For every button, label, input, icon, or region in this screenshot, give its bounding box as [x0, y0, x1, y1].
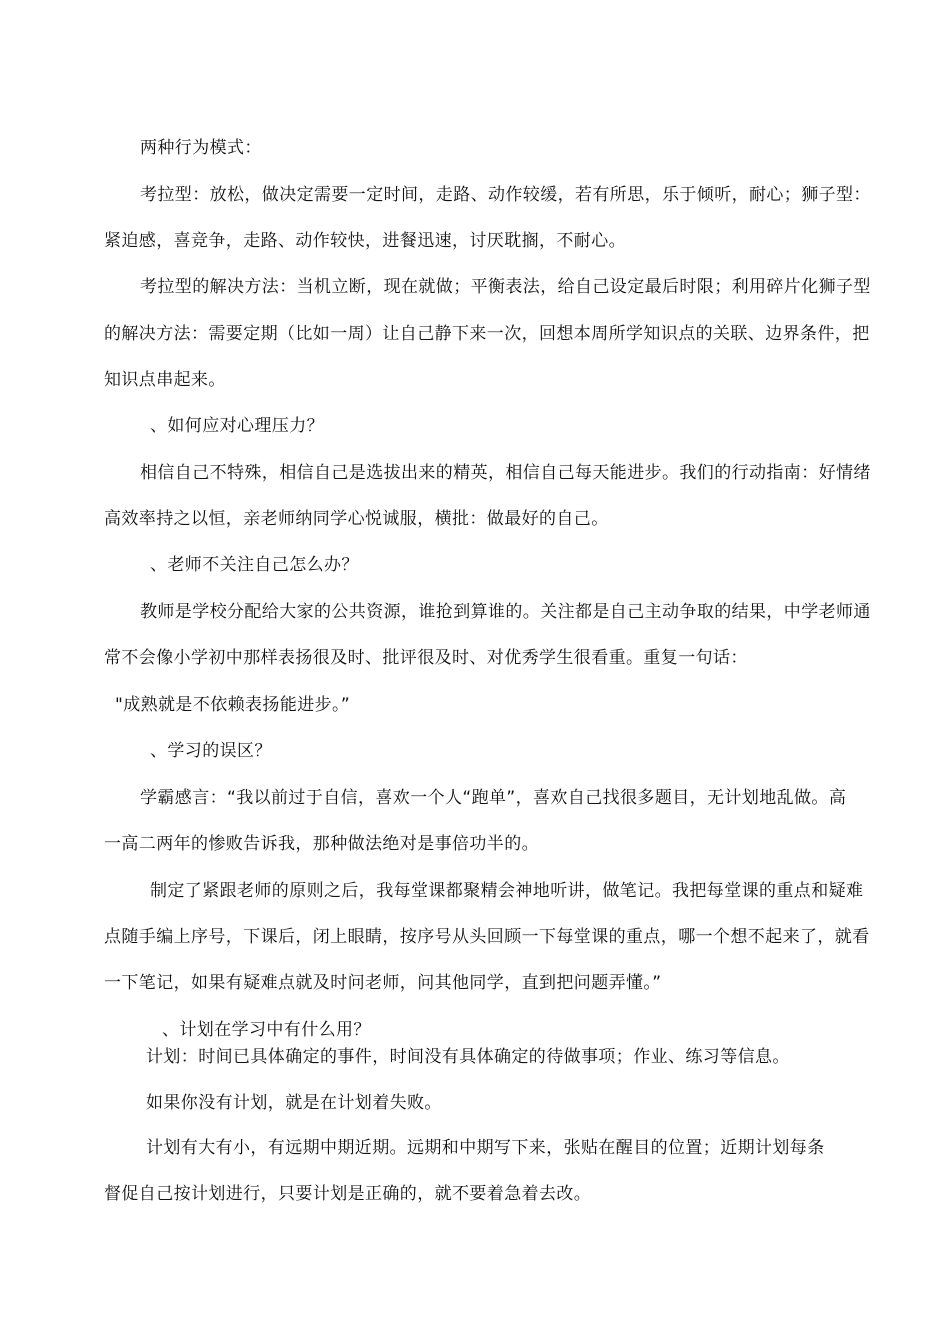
- paragraph-line: 紧迫感，喜竞争，走路、动作较快，进餐迅速，讨厌耽搁，不耐心。: [104, 231, 626, 251]
- paragraph-line: 一下笔记，如果有疑难点就及时问老师，问其他同学，直到把问题弄懂。”: [104, 973, 662, 993]
- section-heading-teacher-attention: 、老师不关注自己怎么办？: [150, 555, 359, 575]
- paragraph-line: 计划：时间已具体确定的事件，时间没有具体确定的待做事项；作业、练习等信息。: [146, 1047, 790, 1067]
- paragraph-line: 考拉型：放松，做决定需要一定时间，走路、动作较缓，若有所思，乐于倾听，耐心；狮子型：: [140, 185, 871, 205]
- section-heading-learning-misconceptions: 、学习的误区？: [150, 741, 272, 761]
- paragraph-line: 制定了紧跟老师的原则之后，我每堂课都聚精会神地听讲，做笔记。我把每堂课的重点和疑难: [150, 881, 864, 901]
- section-heading-behavior-modes: 两种行为模式：: [140, 138, 262, 158]
- paragraph-line: 高效率持之以恒，亲老师纳同学心悦诚服，横批：做最好的自己。: [104, 509, 609, 529]
- section-heading-planning: 、计划在学习中有什么用？: [162, 1020, 371, 1040]
- paragraph-line: 学霸感言：“我以前过于自信，喜欢一个人“跑单”，喜欢自己找很多题目，无计划地乱做。高: [140, 788, 847, 808]
- section-heading-psychological-pressure: 、如何应对心理压力？: [150, 416, 324, 436]
- paragraph-line: 计划有大有小，有远期中期近期。远期和中期写下来，张贴在醒目的位置；近期计划每条: [146, 1138, 825, 1158]
- paragraph-line: 知识点串起来。: [104, 370, 226, 390]
- paragraph-line: 的解决方法：需要定期（比如一周）让自己静下来一次，回想本周所学知识点的关联、边界条件，把: [104, 324, 870, 344]
- quote-line: "成熟就是不依赖表扬能进步。”: [115, 695, 351, 715]
- paragraph-line: 督促自己按计划进行，只要计划是正确的，就不要着急着去改。: [104, 1184, 592, 1204]
- paragraph-line: 常不会像小学初中那样表扬很及时、批评很及时、对优秀学生很看重。重复一句话：: [104, 648, 748, 668]
- paragraph-line: 教师是学校分配给大家的公共资源，谁抢到算谁的。关注都是自己主动争取的结果，中学老师通: [140, 602, 871, 622]
- paragraph-line: 考拉型的解决方法：当机立断，现在就做；平衡表法，给自己设定最后时限；利用碎片化狮子型: [140, 277, 871, 297]
- paragraph-line: 点随手编上序号，下课后，闭上眼睛，按序号从头回顾一下每堂课的重点，哪一个想不起来了，就看: [104, 927, 870, 947]
- paragraph-line: 一高二两年的惨败告诉我，那种做法绝对是事倍功半的。: [104, 834, 539, 854]
- paragraph-line: 如果你没有计划，就是在计划着失败。: [146, 1093, 442, 1113]
- paragraph-line: 相信自己不特殊，相信自己是选拔出来的精英，相信自己每天能进步。我们的行动指南：好情绪: [140, 463, 871, 483]
